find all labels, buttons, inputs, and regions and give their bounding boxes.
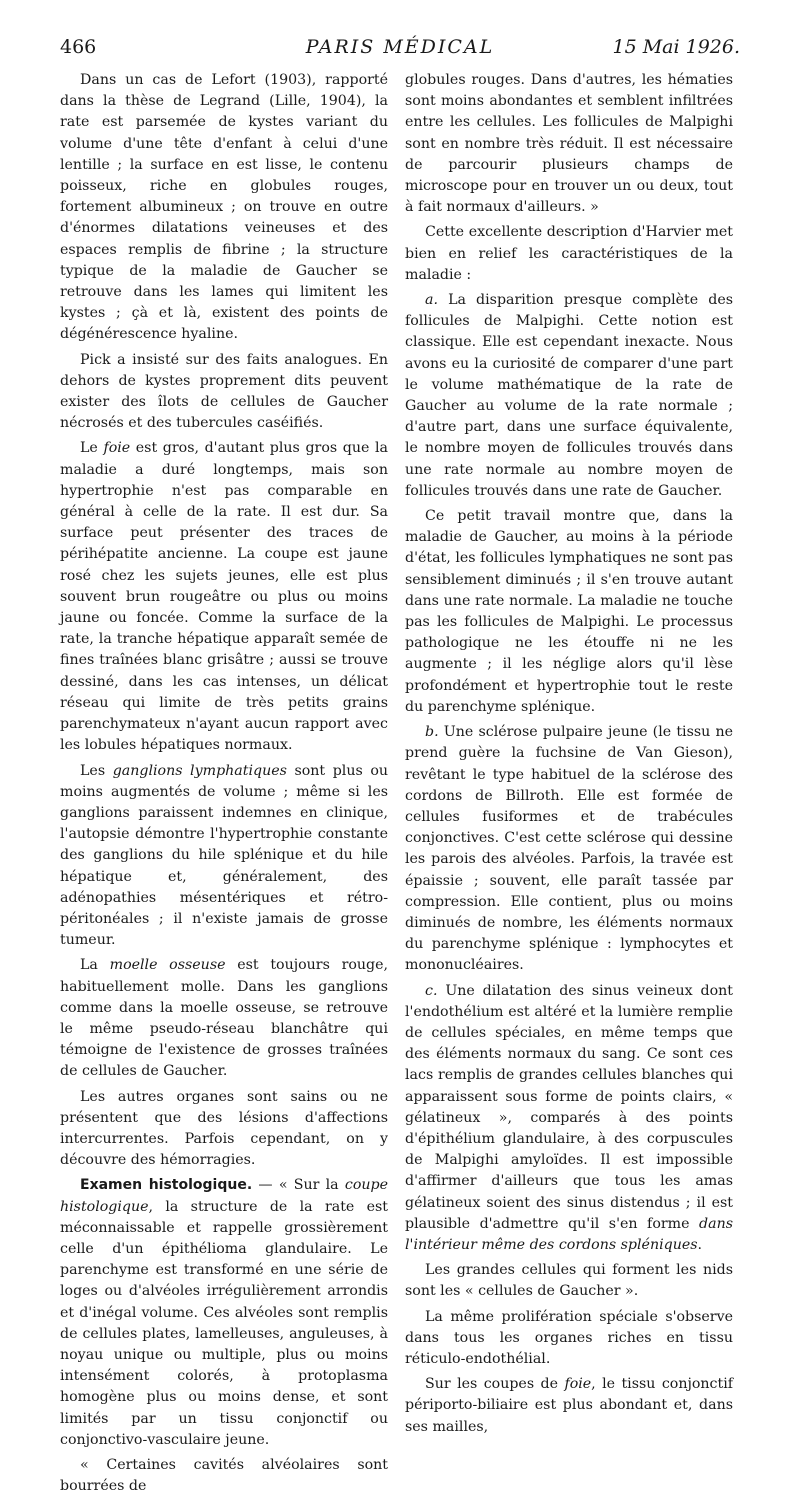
section-heading: Examen histologique. bbox=[80, 1177, 253, 1194]
left-column bbox=[60, 70, 388, 1501]
paragraph: La même prolifération spéciale s'observe dans tous les organes riches en tissu réticulo-endothélial. bbox=[405, 1308, 733, 1367]
paragraph: Cette excellente description d'Harvier met bien en relief les caractéristiques de la maladie : bbox=[405, 224, 733, 283]
paragraph: Les autres organes sont sains ou ne présentent que des lésions d'affections intercurrentes. Parfois cependant, on y découvre des hémorragies. bbox=[60, 1088, 388, 1169]
paragraph: b. Une sclérose pulpaire jeune (le tissu ne prend guère la fuchsine de Van Gieson), revêtant le type habituel de la sclérose des cordons de Billroth. Elle est formée de cellules fusiformes et de trabécules conjonctives. C'est cette sclérose qui dessine les parois des alvéoles. Parfois, la travée est épaissie ; souvent, elle paraît tassée par compression. Elle contient, plus ou moins diminués de nombre, les éléments normaux du parenchyme splénique : lymphocytes et mononucléaires. bbox=[405, 724, 733, 974]
paragraph: Dans un cas de Lefort (1903), rapporté dans la thèse de Legrand (Lille, 1904), la rate est parsemée de kystes variant du volume d'une tête d'enfant à celui d'une lentille ; la surface en est lisse, le contenu poisseux, riche en globules rouges, fortement albumineux ; on trouve en outre d'énormes dilatations veineuses et des espaces remplis de fibrine ; la structure typique de la maladie de Gaucher se retrouve dans les lames qui limitent les kystes ; çà et là, existent des points de dégénérescence hyaline. bbox=[60, 72, 388, 343]
paragraph: Le foie est gros, d'autant plus gros que la maladie a duré longtemps, mais son hypertrophie n'est pas comparable en général à celle de la rate. Il est dur. Sa surface peut présenter des traces de périhépatite ancienne. La coupe est jaune rosé chez les sujets jeunes, elle est plus souvent brun rougeâtre ou plus ou moins jaune ou foncée. Comme la surface de la rate, la tranche hépatique apparaît semée de fines traînées blanc grisâtre ; aussi se trouve dessiné, dans les cas intenses, un délicat réseau qui limite de très petits grains parenchymateux n'ayant aucun rapport avec les lobules hépatiques normaux. bbox=[60, 440, 388, 754]
paragraph: La moelle osseuse est toujours rouge, habituellement molle. Dans les ganglions comme dans la moelle osseuse, se retrouve le même pseudo-réseau blanchâtre qui témoigne de l'existence de grosses traînées de cellules de Gaucher. bbox=[60, 957, 389, 1080]
paragraph: c. Une dilatation des sinus veineux dont l'endothélium est altéré et la lumière remplie de cellules spéciales, en même temps que des éléments normaux du sang. Ce sont ces lacs remplis de grandes cellules blanches qui apparaissent sous forme de points clairs, « gélatineux », comparés à des points d'épithélium glandulaire, à des corpuscules de Malpighi amyloïdes. Il est impossible d'affirmer d'ailleurs que tous les amas gélatineux soient des sinus distendus ; il est plausible d'admettre qu'il s'en forme dans l'intérieur même des cordons spléniques. bbox=[405, 982, 733, 1253]
paragraph: a. La disparition presque complète des follicules de Malpighi. Cette notion est classique. Elle est cependant inexacte. Nous avons eu la curiosité de comparer d'une part le volume mathématique de la rate de Gaucher au volume de la rate normale ; d'autre part, dans une surface équivalente, le nombre moyen de follicules trouvés dans une rate normale au nombre moyen de follicules trouvés dans une rate de Gaucher. bbox=[405, 292, 733, 499]
paragraph: Ce petit travail montre que, dans la maladie de Gaucher, au moins à la période d'état, les follicules lymphatiques ne sont pas sensiblement diminués ; il s'en trouve autant dans une rate normale. La maladie ne touche pas les follicules de Malpighi. Le processus pathologique ne les étouffe ni ne les augmente ; il les néglige alors qu'il lèse profondément et hypertrophie tout le reste du parenchyme splénique. bbox=[405, 508, 733, 715]
issue-date: 15 Mai 1926. bbox=[612, 36, 740, 58]
paragraph: « Certaines cavités alvéolaires sont bourrées de bbox=[60, 1457, 388, 1495]
paragraph: Examen histologique. — « Sur la coupe histologique, la structure de la rate est méconnaissable et rappelle grossièrement celle d'un épithélioma glandulaire. Le parenchyme est transformé en une série de loges ou d'alvéoles irrégulièrement arrondis et d'inégal volume. Ces alvéoles sont remplis de cellules plates, lamelleuses, anguleuses, à noyau unique ou multiple, plus ou moins intensément colorés, à protoplasma homogène plus ou moins dense, et sont limités par un tissu conjonctif ou conjonctivo-vasculaire jeune. bbox=[60, 1177, 388, 1448]
right-column bbox=[405, 70, 733, 1442]
paragraph: Les grandes cellules qui forment les nids sont les « cellules de Gaucher ». bbox=[405, 1262, 733, 1300]
page-number: 466 bbox=[60, 36, 97, 58]
journal-title: PARIS MÉDICAL bbox=[305, 36, 495, 58]
paragraph: Les ganglions lymphatiques sont plus ou moins augmentés de volume ; même si les ganglions paraissent indemnes en clinique, l'autopsie démontre l'hypertrophie constante des ganglions du hile splénique et du hile hépatique et, généralement, des adénopathies mésentériques et rétro-péritonéales ; il n'existe jamais de grosse tumeur. bbox=[60, 762, 389, 949]
paragraph: globules rouges. Dans d'autres, les hématies sont moins abondantes et semblent infiltrées entre les cellules. Les follicules de Malpighi sont en nombre très réduit. Il est nécessaire de parcourir plusieurs champs de microscope pour en trouver un ou deux, tout à fait normaux d'ailleurs. » bbox=[405, 72, 733, 216]
paragraph: Pick a insisté sur des faits analogues. En dehors de kystes proprement dits peuvent exister des îlots de cellules de Gaucher nécrosés et des tubercules caséifiés. bbox=[60, 351, 388, 432]
page-header bbox=[60, 36, 740, 66]
paragraph: Sur les coupes de foie, le tissu conjonctif périporto-biliaire est plus abondant et, dans ses mailles, bbox=[405, 1376, 733, 1435]
